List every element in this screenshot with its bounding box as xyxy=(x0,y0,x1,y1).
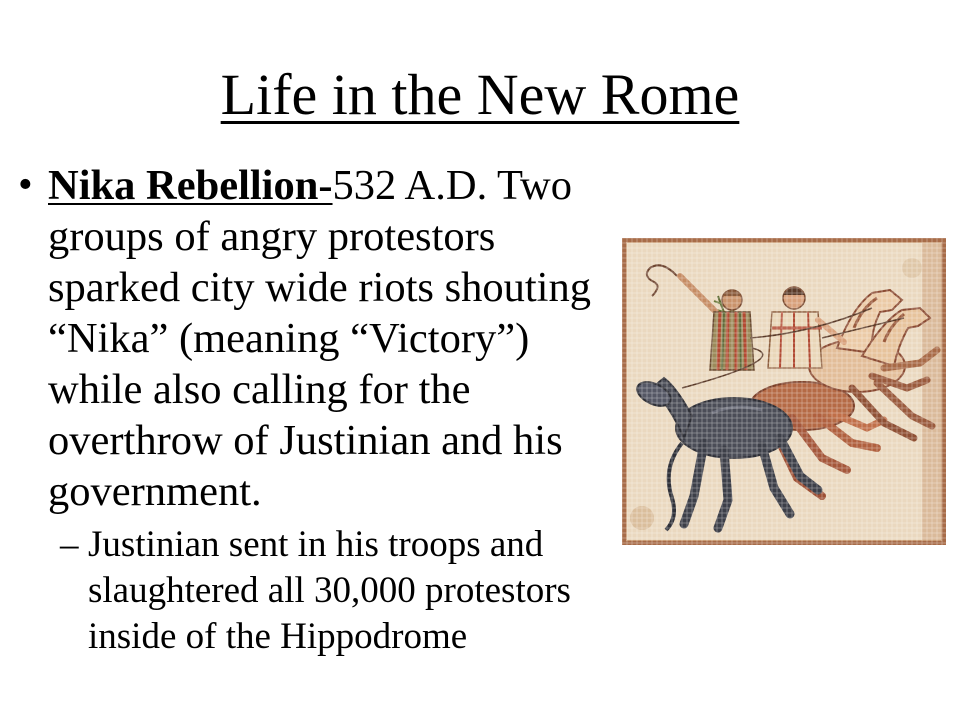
bullet-line: government. xyxy=(48,468,262,515)
bullet-line: overthrow of Justinian and his xyxy=(48,417,563,464)
sub-bullet-line: Justinian sent in his troops and xyxy=(88,524,544,565)
bullet-text xyxy=(48,160,591,517)
slide-title-box xyxy=(0,58,960,132)
bullet-line: “Nika” (meaning “Victory”) xyxy=(48,315,530,362)
slide-title: Life in the New Rome xyxy=(220,62,740,127)
sub-bullet-line: inside of the Hippodrome xyxy=(88,616,468,657)
sub-bullet-text xyxy=(88,522,571,660)
sub-bullet-line: slaughtered all 30,000 protestors xyxy=(88,570,571,611)
bullet-lead-term: Nika Rebellion- xyxy=(48,162,333,209)
bullet-marker: • xyxy=(18,162,33,208)
bullet-line: sparked city wide riots shouting xyxy=(48,264,591,311)
chariot-mosaic-image xyxy=(622,238,946,545)
bullet-line-rest: 532 A.D. Two xyxy=(332,162,572,209)
sub-bullet-marker: – xyxy=(60,524,79,565)
bullet-line xyxy=(48,160,591,211)
bullet-line: while also calling for the xyxy=(48,366,471,413)
bullet-line: groups of angry protestors xyxy=(48,213,496,260)
